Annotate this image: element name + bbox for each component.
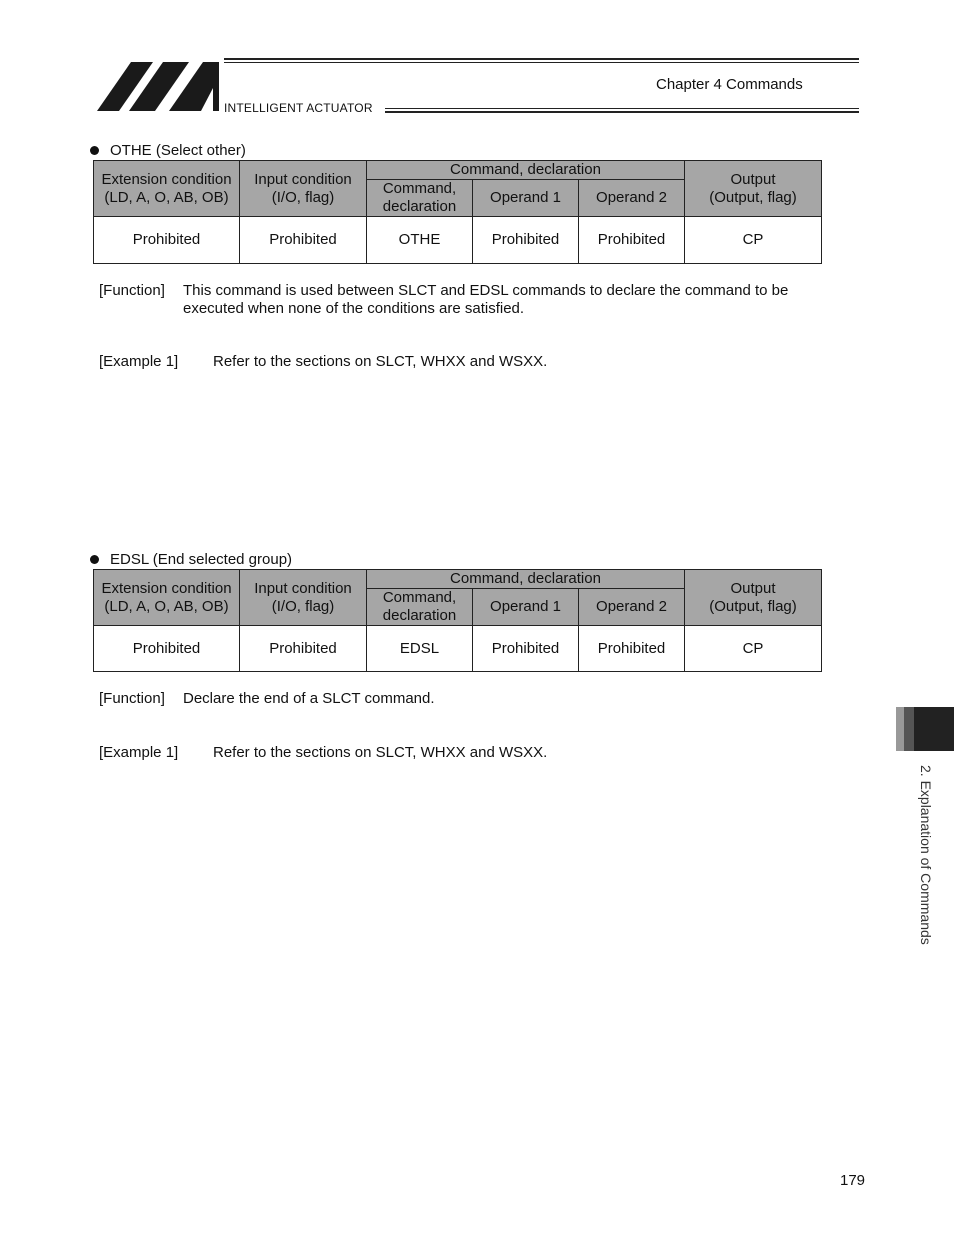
page-number: 179	[840, 1172, 866, 1189]
cell-command: OTHE	[367, 217, 473, 264]
example-text: Refer to the sections on SLCT, WHXX and WSXX.	[213, 744, 548, 761]
header-operand-2: Operand 2	[579, 180, 685, 217]
header-extension-condition: Extension condition (LD, A, O, AB, OB)	[94, 570, 240, 626]
cell-operand-1: Prohibited	[473, 217, 579, 264]
header-output: Output (Output, flag)	[685, 161, 822, 217]
table-row	[94, 217, 822, 264]
othe-command-table	[93, 160, 822, 264]
iai-logo	[97, 58, 219, 111]
cell-output: CP	[685, 626, 822, 672]
header-rule-top-thin	[224, 62, 859, 63]
side-tab-label: 2. Explanation of Commands	[918, 765, 934, 945]
cell-input: Prohibited	[240, 626, 367, 672]
chapter-title: Chapter 4 Commands	[656, 76, 803, 93]
section-title: OTHE (Select other)	[110, 142, 246, 159]
header-command: Command, declaration	[367, 589, 473, 626]
header-command: Command, declaration	[367, 180, 473, 217]
cell-output: CP	[685, 217, 822, 264]
header-input-condition: Input condition (I/O, flag)	[240, 570, 367, 626]
section-title: EDSL (End selected group)	[110, 551, 293, 568]
header-operand-1: Operand 1	[473, 180, 579, 217]
header-input-condition: Input condition (I/O, flag)	[240, 161, 367, 217]
cell-input: Prohibited	[240, 217, 367, 264]
header-operand-2: Operand 2	[579, 589, 685, 626]
header-operand-1: Operand 1	[473, 589, 579, 626]
example-label: [Example 1]	[99, 744, 179, 761]
header-command-group: Command, declaration	[367, 570, 685, 589]
function-text: Declare the end of a SLCT command.	[183, 690, 435, 707]
brand-text: INTELLIGENT ACTUATOR	[224, 101, 373, 115]
edsl-command-table	[93, 569, 822, 672]
section-tab-marker	[896, 707, 954, 751]
header-output: Output (Output, flag)	[685, 570, 822, 626]
header-rule-bottom	[385, 108, 859, 109]
function-text: This command is used between SLCT and EDSL commands to declare the command to be executed when none of the conditions are satisfied.	[183, 282, 789, 317]
header-rule-bottom-thick	[385, 111, 859, 113]
bullet-icon	[90, 146, 99, 155]
cell-operand-2: Prohibited	[579, 626, 685, 672]
cell-extension: Prohibited	[94, 217, 240, 264]
cell-command: EDSL	[367, 626, 473, 672]
function-label: [Function]	[99, 690, 165, 707]
cell-operand-1: Prohibited	[473, 626, 579, 672]
header-rule-top	[224, 58, 859, 60]
table-row	[94, 626, 822, 672]
section-edsl-heading	[90, 551, 292, 568]
header-extension-condition: Extension condition (LD, A, O, AB, OB)	[94, 161, 240, 217]
header-command-group: Command, declaration	[367, 161, 685, 180]
cell-extension: Prohibited	[94, 626, 240, 672]
section-othe-heading	[90, 142, 246, 159]
cell-operand-2: Prohibited	[579, 217, 685, 264]
example-label: [Example 1]	[99, 353, 179, 370]
bullet-icon	[90, 555, 99, 564]
function-label: [Function]	[99, 282, 165, 299]
example-text: Refer to the sections on SLCT, WHXX and WSXX.	[213, 353, 548, 370]
